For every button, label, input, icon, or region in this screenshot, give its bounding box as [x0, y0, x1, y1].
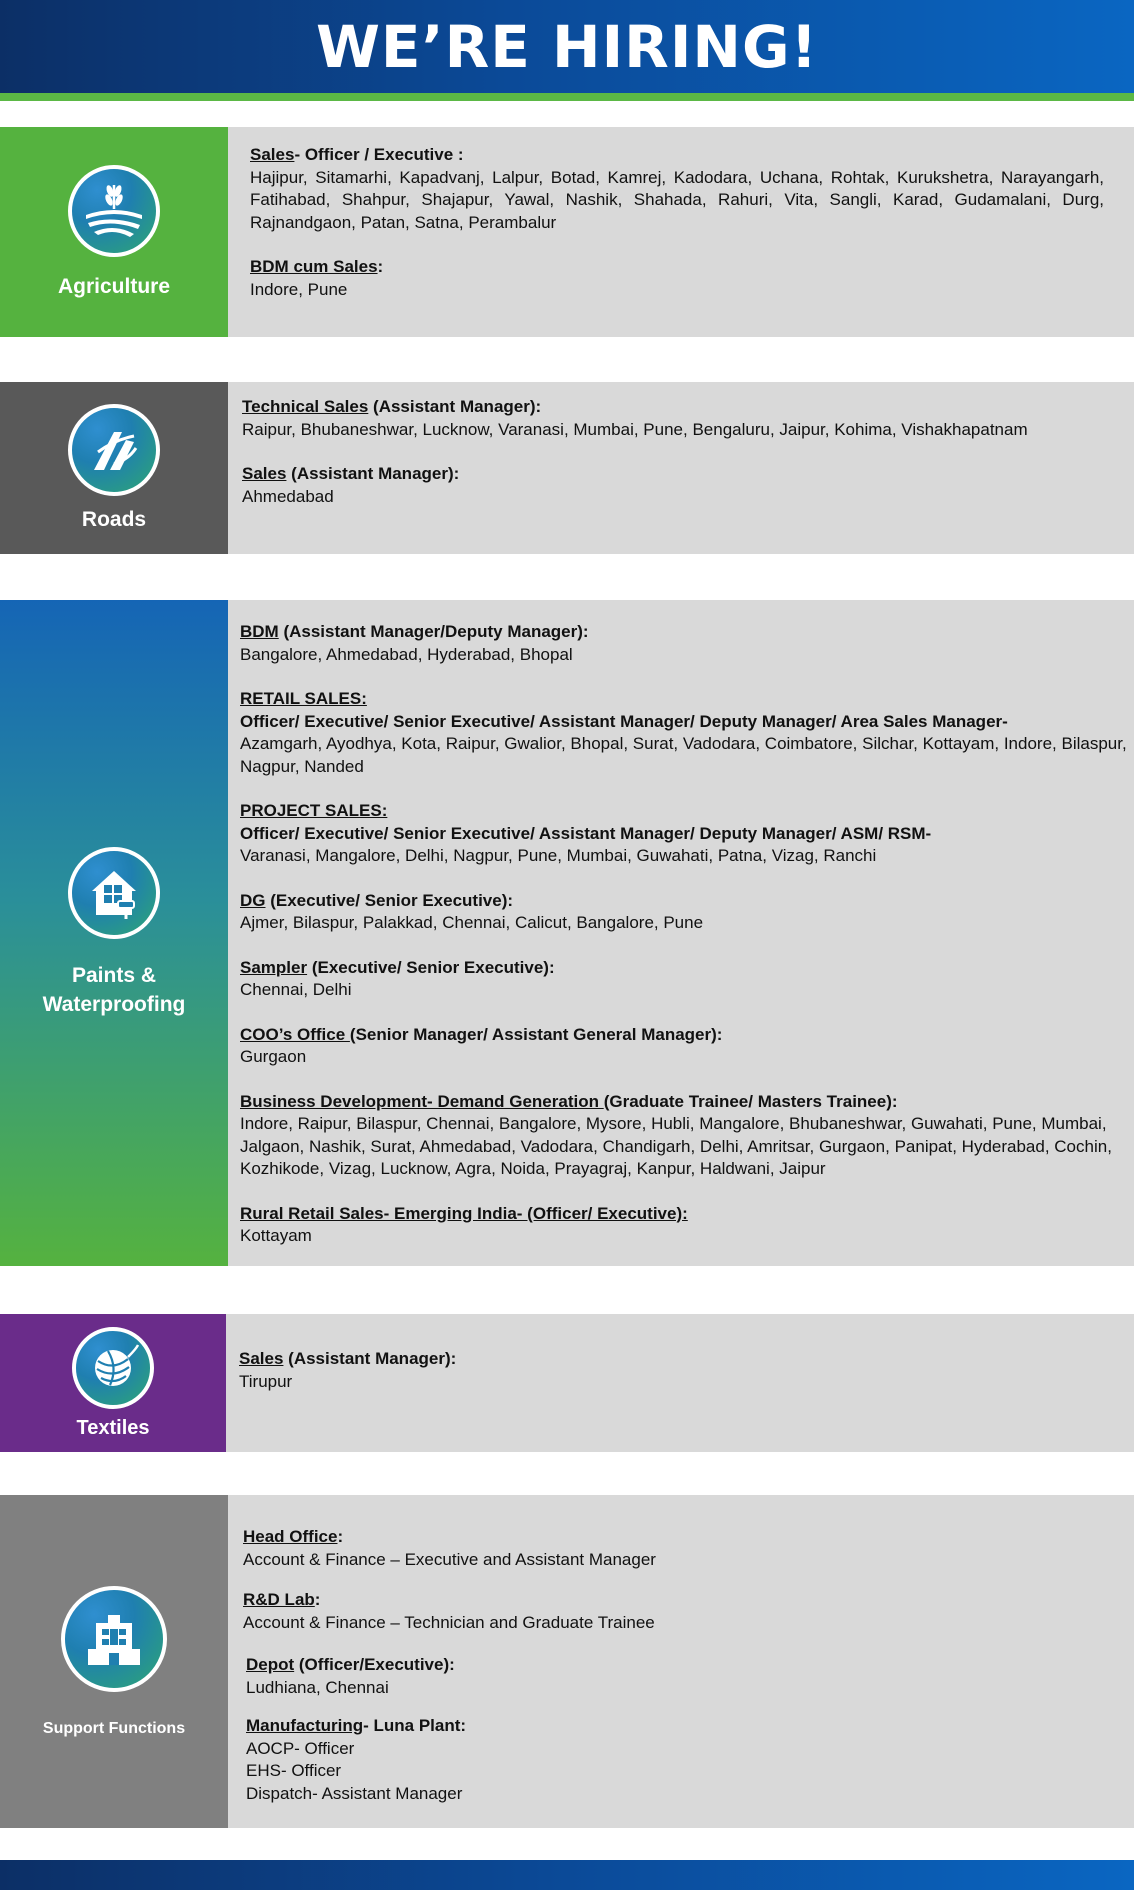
office-building-icon	[61, 1586, 167, 1692]
role-title-underlined: Sales	[239, 1349, 284, 1368]
road-icon	[68, 404, 160, 496]
support-role-3	[246, 1715, 1114, 1805]
paints-label-line1: Paints &	[71, 964, 157, 987]
role-title	[240, 800, 1128, 823]
role-title-underlined: PROJECT SALES:	[240, 801, 388, 820]
role-title	[242, 396, 1114, 419]
role-title-underlined: Depot	[246, 1655, 295, 1674]
paints-roles-list	[240, 621, 1128, 1248]
role-title	[240, 688, 1128, 711]
textiles-role-sales	[239, 1348, 1114, 1393]
role-title	[243, 1589, 1114, 1612]
role-title	[243, 1526, 1114, 1549]
agriculture-label: Agriculture	[57, 275, 170, 298]
paints-role-2	[240, 800, 1128, 868]
role-detail-line: Dispatch- Assistant Manager	[246, 1783, 463, 1803]
agriculture-content	[228, 127, 1134, 337]
role-title-suffix: :	[337, 1527, 344, 1546]
role-title-underlined: Sampler	[240, 957, 308, 977]
support-role-0	[243, 1526, 1114, 1571]
paints-role-1	[240, 688, 1128, 778]
role-detail-line: Account & Finance – Executive and Assistant Manager	[243, 1549, 656, 1569]
section-agriculture	[0, 127, 1134, 337]
support-role-2	[246, 1654, 1114, 1699]
role-locations: Raipur, Bhubaneshwar, Lucknow, Varanasi, Mumbai, Pune, Bengaluru, Jaipur, Kohima, Vishakhapatnam	[242, 419, 1028, 439]
house-paint-roller-icon	[68, 847, 160, 939]
role-title-underlined: Technical Sales	[242, 397, 369, 416]
role-locations: Hajipur, Sitamarhi, Kapadvanj, Lalpur, Botad, Kamrej, Kadodara, Uchana, Rohtak, Kurukshetra, Narayangarh, Fatihabad, Shahpur, Shajapur, Yawal, Nashik, Shahada, Rahuri, Vita, Sangli, Karad, Gudamalani, Durg, Rajnandgaon, Patan, Satna, Perambalur	[250, 167, 1104, 232]
paints-label-line2: Waterproofing	[42, 993, 186, 1016]
role-detail-line: EHS- Officer	[246, 1761, 342, 1780]
role-title-suffix: (Assistant Manager):	[286, 464, 460, 483]
role-positions: Officer/ Executive/ Senior Executive/ Assistant Manager/ Deputy Manager/ Area Sales Manager-	[240, 711, 1008, 731]
role-title	[240, 1203, 1128, 1226]
role-locations: Ajmer, Bilaspur, Palakkad, Chennai, Calicut, Bangalore, Pune	[240, 913, 704, 932]
role-title	[239, 1348, 1114, 1371]
role-locations: Indore, Pune	[250, 279, 348, 299]
role-title-underlined: DG	[240, 890, 266, 910]
paints-role-0	[240, 621, 1128, 666]
paints-role-7	[240, 1203, 1128, 1248]
roads-content	[228, 382, 1134, 554]
role-title-suffix: (Executive/ Senior Executive):	[307, 957, 555, 977]
role-title-suffix: - Officer / Executive :	[294, 145, 464, 164]
farm-field-icon	[68, 165, 160, 257]
role-title-suffix: :	[314, 1590, 321, 1609]
paints-label	[43, 961, 186, 1019]
role-title	[246, 1715, 1114, 1738]
role-title-underlined: Rural Retail Sales- Emerging India- (Officer/ Executive):	[240, 1203, 688, 1223]
header-accent-stripe	[0, 93, 1134, 101]
role-title	[240, 1024, 1128, 1047]
role-title-underlined: BDM cum Sales	[250, 257, 378, 276]
paints-side-panel	[0, 600, 228, 1266]
support-label: Support Functions	[42, 1719, 186, 1737]
role-title-suffix: (Assistant Manager):	[283, 1349, 457, 1368]
role-detail-line: Ludhiana, Chennai	[246, 1677, 389, 1697]
role-title	[250, 256, 1104, 279]
role-title	[242, 463, 1114, 486]
support-side-panel	[0, 1495, 228, 1828]
role-title-suffix: (Officer/Executive):	[294, 1655, 455, 1674]
textiles-content	[226, 1314, 1134, 1452]
support-content	[228, 1495, 1134, 1828]
page-title: WE’RE HIRING!	[315, 12, 819, 81]
role-title	[250, 144, 1104, 167]
agriculture-side-panel	[0, 127, 228, 337]
role-title-suffix: :	[377, 257, 384, 276]
section-roads	[0, 382, 1134, 554]
role-locations: Kottayam	[240, 1226, 312, 1245]
role-locations: Ahmedabad	[242, 486, 334, 506]
role-detail-line: Account & Finance – Technician and Graduate Trainee	[243, 1612, 655, 1632]
role-title-suffix: (Senior Manager/ Assistant General Manager):	[349, 1024, 723, 1044]
role-locations: Tirupur	[239, 1371, 293, 1391]
yarn-ball-icon	[72, 1327, 154, 1409]
support-roles-list	[243, 1526, 1114, 1805]
role-title	[246, 1654, 1114, 1677]
role-locations: Gurgaon	[240, 1047, 307, 1066]
page-footer-bar	[0, 1860, 1134, 1890]
paints-content	[228, 600, 1134, 1266]
roads-label: Roads	[81, 508, 147, 531]
role-title-underlined: RETAIL SALES:	[240, 689, 367, 708]
agriculture-role-sales	[250, 144, 1104, 234]
role-title	[240, 1091, 1128, 1114]
section-support-functions	[0, 1495, 1134, 1828]
roads-side-panel	[0, 382, 228, 554]
role-locations: Indore, Raipur, Bilaspur, Chennai, Bangalore, Mysore, Hubli, Mangalore, Bhubaneshwar, Guwahati, Pune, Mumbai, Jalgaon, Nashik, Surat, Ahmedabad, Vadodara, Chandigarh, Delhi, Amritsar, Gurgaon, Panipat, Hyderabad, Cochin, Kozhikode, Vizag, Lucknow, Agra, Noida, Prayagraj, Kanpur, Haldwani, Jaipur	[240, 1114, 1112, 1178]
role-title-suffix: (Assistant Manager):	[368, 397, 542, 416]
role-title-underlined: Manufacturing	[246, 1716, 364, 1735]
section-textiles	[0, 1314, 1134, 1452]
support-role-1	[243, 1589, 1114, 1634]
role-title-suffix: - Luna Plant:	[363, 1716, 467, 1735]
role-title-suffix: (Executive/ Senior Executive):	[265, 890, 514, 910]
role-title-suffix: (Assistant Manager/Deputy Manager):	[278, 622, 589, 641]
page-header	[0, 0, 1134, 93]
roads-role-sales	[242, 463, 1114, 508]
role-locations: Chennai, Delhi	[240, 980, 352, 999]
roads-role-technical-sales	[242, 396, 1114, 441]
role-title	[240, 621, 1128, 644]
role-title	[240, 890, 1128, 913]
role-title-underlined: COO’s Office	[240, 1024, 350, 1044]
role-locations: Bangalore, Ahmedabad, Hyderabad, Bhopal	[240, 644, 573, 664]
textiles-label: Textiles	[76, 1416, 150, 1439]
role-title-underlined: Business Development- Demand Generation	[240, 1091, 604, 1111]
role-locations: Varanasi, Mangalore, Delhi, Nagpur, Pune, Mumbai, Guwahati, Patna, Vizag, Ranchi	[240, 846, 877, 865]
role-title-underlined: Sales	[250, 145, 295, 164]
textiles-side-panel	[0, 1314, 226, 1452]
paints-role-3	[240, 890, 1128, 935]
role-locations: Azamgarh, Ayodhya, Kota, Raipur, Gwalior, Bhopal, Surat, Vadodara, Coimbatore, Silchar, Kottayam, Indore, Bilaspur, Nagpur, Nanded	[240, 734, 1127, 776]
role-detail-line: AOCP- Officer	[246, 1738, 355, 1758]
role-positions: Officer/ Executive/ Senior Executive/ Assistant Manager/ Deputy Manager/ ASM/ RSM-	[240, 823, 932, 843]
paints-role-5	[240, 1024, 1128, 1069]
agriculture-role-bdm	[250, 256, 1104, 301]
paints-role-6	[240, 1091, 1128, 1181]
role-title-suffix: (Graduate Trainee/ Masters Trainee):	[603, 1091, 898, 1111]
role-title-underlined: Head Office	[243, 1527, 338, 1546]
role-title-underlined: R&D Lab	[243, 1590, 315, 1609]
paints-role-4	[240, 957, 1128, 1002]
role-title-underlined: Sales	[242, 464, 287, 483]
role-title	[240, 957, 1128, 980]
role-title-underlined: BDM	[240, 622, 279, 641]
section-paints-waterproofing	[0, 600, 1134, 1266]
